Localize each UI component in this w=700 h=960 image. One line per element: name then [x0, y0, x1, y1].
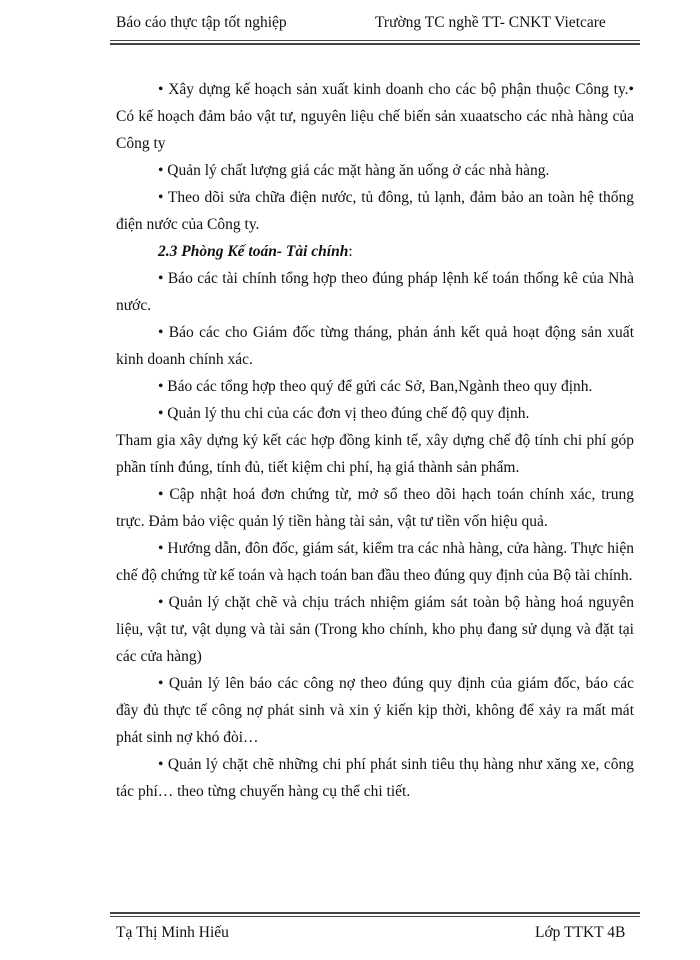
footer-rule-thick — [110, 912, 640, 914]
paragraph: • Quản lý thu chi của các đơn vị theo đúng chế độ quy định. — [158, 405, 530, 422]
header-left: Báo cáo thực tập tốt nghiệp — [116, 14, 287, 31]
footer-rule — [110, 916, 640, 917]
paragraph: • Báo các tổng hợp theo quý để gửi các Sở, Ban,Ngành theo quy định. — [158, 378, 593, 395]
paragraph: • Quản lý chất lượng giá các mặt hàng ăn uống ở các nhà hàng. — [158, 162, 550, 179]
section-heading — [116, 238, 634, 265]
header-right: Trường TC nghề TT- CNKT Vietcare — [375, 14, 606, 31]
paragraph: • Theo dõi sửa chữa điện nước, tủ đông, tủ lạnh, đảm bảo an toàn hệ thống điện nước của Công ty. — [116, 189, 634, 233]
paragraph: • Báo các cho Giám đốc từng tháng, phản ánh kết quả hoạt động sản xuất kinh doanh chính xác. — [116, 324, 634, 368]
paragraph: Tham gia xây dựng ký kết các hợp đồng kinh tế, xây dựng chế độ tính chi phí góp phần tính đúng, tính đủ, tiết kiệm chi phí, hạ giá thành sản phẩm. — [116, 432, 634, 476]
header-rule — [110, 40, 640, 41]
section-colon: : — [348, 243, 353, 260]
section-title: 2.3 Phòng Kế toán- Tài chính — [158, 243, 349, 260]
paragraph: • Báo các tài chính tổng hợp theo đúng pháp lệnh kế toán thống kê của Nhà nước. — [116, 270, 634, 314]
page-body — [116, 76, 634, 805]
footer-right: Lớp TTKT 4B — [535, 924, 626, 941]
paragraph: • Quản lý lên báo các công nợ theo đúng quy định của giám đốc, báo các đầy đủ thực tế công nợ phát sinh và xin ý kiến kịp thời, không để xảy ra mất mát phát sinh nợ khó đòi… — [116, 675, 634, 746]
paragraph: • Xây dựng kế hoạch sản xuất kinh doanh cho các bộ phận thuộc Công ty.• Có kế hoạch đảm bảo vật tư, nguyên liệu chế biến sản xuaatscho các nhà hàng của Công ty — [116, 81, 634, 152]
paragraph: • Hướng dẫn, đôn đốc, giám sát, kiểm tra các nhà hàng, cửa hàng. Thực hiện chế độ chứng từ kế toán và hạch toán ban đầu theo đúng quy định của Bộ tài chính. — [116, 540, 634, 584]
footer-left: Tạ Thị Minh Hiếu — [116, 924, 229, 941]
paragraph: • Quản lý chặt chẽ những chi phí phát sinh tiêu thụ hàng như xăng xe, công tác phí… theo từng chuyến hàng cụ thể chi tiết. — [116, 756, 634, 800]
header-rule-thick — [110, 43, 640, 45]
paragraph: • Cập nhật hoá đơn chứng từ, mở sổ theo dõi hạch toán chính xác, trung trực. Đảm bảo việc quản lý tiền hàng tài sản, vật tư tiền vốn hiệu quả. — [116, 486, 634, 530]
paragraph: • Quản lý chặt chẽ và chịu trách nhiệm giám sát toàn bộ hàng hoá nguyên liệu, vật tư, vật dụng và tài sản (Trong kho chính, kho phụ đang sử dụng và đặt tại các cửa hàng) — [116, 594, 634, 665]
